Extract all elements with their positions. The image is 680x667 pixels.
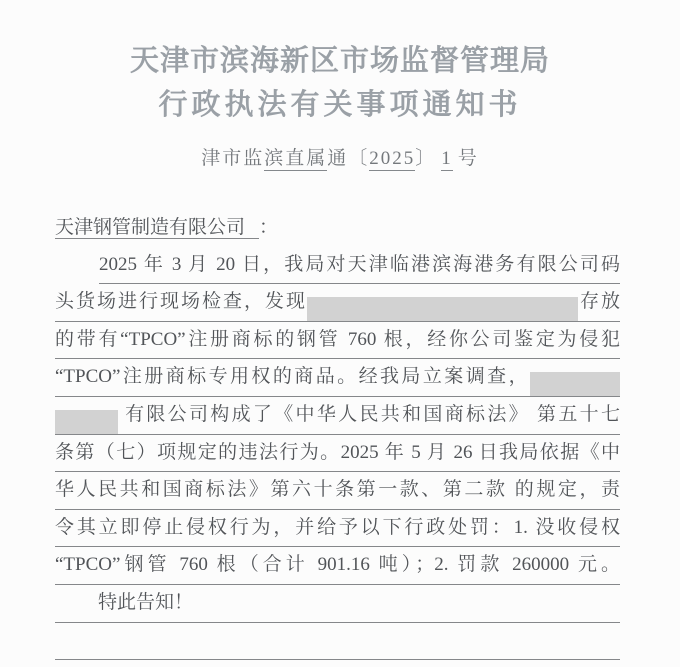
closing-line: 特此告知！ [55, 585, 620, 623]
paragraph-line-4-text: “TPCO”注册商标专用权的商品。经我局立案调查， [55, 366, 530, 388]
document-number-suffix: 号 [457, 148, 479, 169]
document-number-prefix: 津市监 [201, 148, 265, 169]
document-header [0, 0, 680, 172]
document-number-serial-underlined: 1 [441, 148, 453, 169]
document-number-year-underlined: 2025 [369, 148, 416, 169]
redaction-box [307, 297, 578, 321]
notice-title: 行政执法有关事项通知书 [158, 89, 522, 121]
paragraph-line-9: “TPCO”钢管 760 根（合计 901.16 吨）；2. 罚款 260000 元。 [55, 547, 620, 585]
paragraph-line-4 [55, 359, 620, 397]
document-number-office-underlined: 滨直属 [264, 148, 328, 169]
redaction-box [55, 410, 118, 434]
document-number [0, 146, 680, 172]
paragraph-line-2-text-after: 存放 [577, 291, 620, 313]
agency-title: 天津市滨海新区市场监督管理局 [129, 45, 550, 77]
salutation-line [55, 210, 620, 247]
addressee-company-name: 天津钢管制造有限公司 [55, 217, 259, 239]
paragraph-line-2 [55, 284, 620, 322]
paragraph-line-3: 的带有“TPCO”注册商标的钢管 760 根，经你公司鉴定为侵犯 [55, 322, 620, 360]
salutation-colon: ： [259, 217, 279, 238]
paragraph-line-6: 条第（七）项规定的违法行为。2025 年 5 月 26 日我局依据《中 [55, 435, 620, 473]
paragraph-line-5 [55, 397, 620, 435]
paragraph-line-7: 华人民共和国商标法》第六十条第一款、第二款 的规定，责 [55, 472, 620, 510]
blank-ruled-line [55, 623, 620, 661]
paragraph-line-5-text: 有限公司构成了《中华人民共和国商标法》 第五十七 [125, 403, 620, 425]
paragraph-line-1: 2025 年 3 月 20 日，我局对天津临港滨海港务有限公司码 [99, 247, 620, 285]
paragraph-line-2-text-before: 头货场进行现场检查，发现 [55, 291, 307, 313]
document-body [55, 210, 620, 660]
document-number-mid: 通〔 [327, 148, 370, 169]
paragraph-line-8: 令其立即停止侵权行为，并给予以下行政处罚：1. 没收侵权 [55, 510, 620, 548]
document-number-bracket-close: 〕 [415, 148, 437, 169]
redaction-box [530, 372, 620, 396]
